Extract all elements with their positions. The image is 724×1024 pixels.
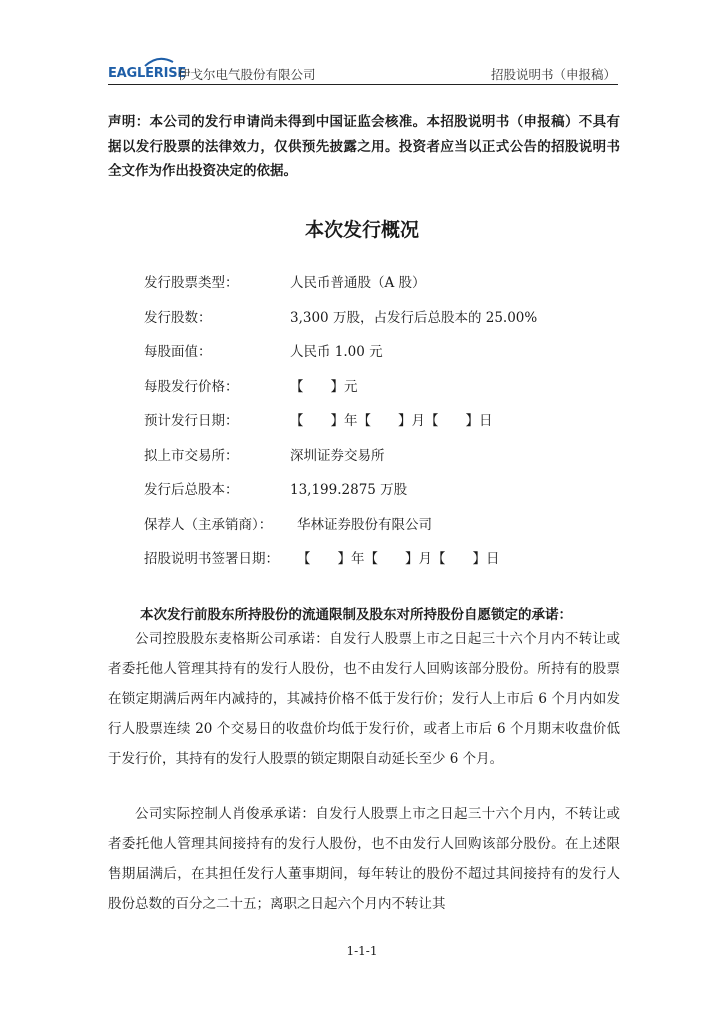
summary-value: 【 】年【 】月【 】日 [297,551,500,567]
summary-value: 深圳证券交易所 [290,447,385,464]
summary-row-issue-date [144,409,604,444]
summary-value: 人民币普通股（A 股） [290,275,426,291]
logo-text: EAGLERISE [108,66,187,81]
summary-row-stock-type [144,271,604,306]
summary-value: 【 】年【 】月【 】日 [290,413,493,429]
summary-label: 发行股数： [144,309,212,326]
document-type: 招股说明书（申报稿） [490,67,616,82]
summary-label: 招股说明书签署日期： [144,551,279,567]
page-number: 1-1-1 [346,944,378,958]
disclaimer-statement: 声明：本公司的发行申请尚未得到中国证监会核准。本招股说明书（申报稿）不具有据以发行股票的法律效力，仅供预先披露之用。投资者应当以正式公告的招股说明书全文作为作出投资决定的依据。 [108,114,620,179]
summary-row-signing-date [144,547,604,582]
summary-label: 每股面值： [144,344,212,360]
summary-value: 13,199.2875 万股 [290,482,408,498]
header-divider [108,84,618,85]
summary-row-issue-price [144,375,604,410]
commitment-heading: 本次发行前股东所持股份的流通限制及股东对所持股份自愿锁定的承诺： [140,607,572,623]
summary-row-exchange [144,444,604,479]
summary-label: 保荐人（主承销商）： [144,516,273,533]
summary-row-total-shares [144,478,604,513]
summary-value: 【 】元 [290,378,358,395]
summary-row-par-value [144,340,604,375]
page-header [108,62,618,84]
summary-label: 拟上市交易所： [144,447,239,464]
commitment-paragraph: 公司控股股东麦格斯公司承诺：自发行人股票上市之日起三十六个月内不转让或者委托他人管理其持有的发行人股份，也不由发行人回购该部分股份。所持有的股票在锁定期满后两年内减持的，其减持价格不低于发行价；发行人上市后 6 个月内如发行人股票连续 20 个交易日的收盘价均低于发行价，或者上市后 6 个月期末收盘价低于发行价，其持有的发行人股票的锁定期限自动延长至少 6 个月。 [108,631,620,767]
summary-row-sponsor [144,513,604,548]
summary-label: 发行后总股本： [144,482,239,498]
offering-summary [144,271,604,582]
summary-row-share-count [144,306,604,341]
summary-value: 3,300 万股，占发行后总股本的 25.00% [290,309,538,326]
summary-label: 每股发行价格： [144,378,239,395]
summary-value: 人民币 1.00 元 [290,344,383,360]
summary-label: 预计发行日期： [144,413,239,429]
page-title: 本次发行概况 [304,219,419,241]
summary-value: 华林证券股份有限公司 [297,516,432,533]
company-name: 伊戈尔电气股份有限公司 [178,67,316,82]
commitment-paragraph: 公司实际控制人肖俊承承诺：自发行人股票上市之日起三十六个月内，不转让或者委托他人管理其间接持有的发行人股份，也不由发行人回购该部分股份。在上述限售期届满后，在其担任发行人董事期间，每年转让的股份不超过其间接持有的发行人股份总数的百分之二十五；离职之日起六个月内不转让其 [108,806,620,912]
eaglerise-logo [108,63,187,81]
summary-label: 发行股票类型： [144,275,239,291]
